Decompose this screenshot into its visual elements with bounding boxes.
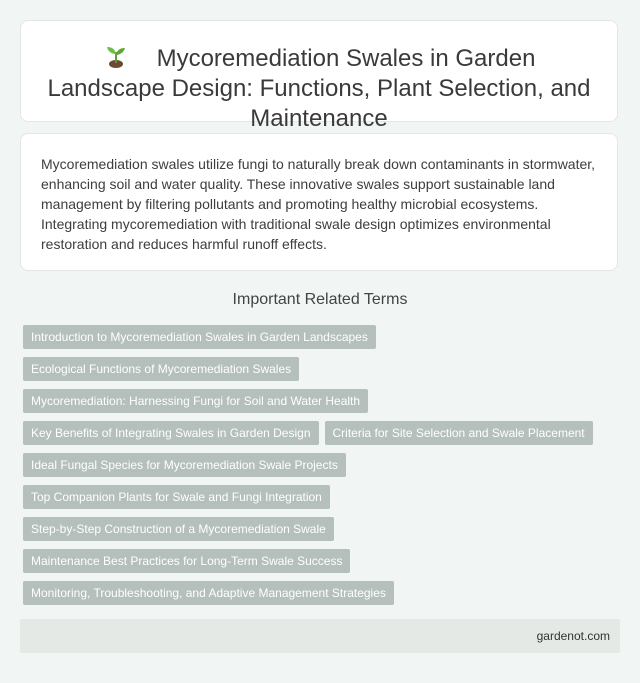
related-term-tag[interactable]: Ideal Fungal Species for Mycoremediation Swale Projects xyxy=(23,453,346,477)
page-title-text: Mycoremediation Swales in Garden Landscape Design: Functions, Plant Selection, and Maintenance xyxy=(47,45,591,132)
related-term-tag[interactable]: Mycoremediation: Harnessing Fungi for Soil and Water Health xyxy=(23,389,368,413)
summary-card xyxy=(20,133,618,271)
related-term-tag[interactable]: Key Benefits of Integrating Swales in Garden Design xyxy=(23,421,319,445)
related-term-tag[interactable]: Ecological Functions of Mycoremediation Swales xyxy=(23,357,299,381)
related-term-tag[interactable]: Introduction to Mycoremediation Swales in Garden Landscapes xyxy=(23,325,376,349)
related-term-tag[interactable]: Monitoring, Troubleshooting, and Adaptive Management Strategies xyxy=(23,581,394,605)
related-terms-list xyxy=(23,325,623,613)
related-terms-heading: Important Related Terms xyxy=(232,291,408,308)
related-term-tag[interactable]: Top Companion Plants for Swale and Fungi Integration xyxy=(23,485,330,509)
page-title xyxy=(21,21,617,134)
related-term-tag[interactable]: Step-by-Step Construction of a Mycoremediation Swale xyxy=(23,517,334,541)
related-term-tag[interactable]: Criteria for Site Selection and Swale Placement xyxy=(325,421,593,445)
seedling-icon xyxy=(103,43,129,69)
footer-site-link[interactable]: gardenot.com xyxy=(536,629,610,643)
footer xyxy=(20,619,620,653)
related-term-tag[interactable]: Maintenance Best Practices for Long-Term Swale Success xyxy=(23,549,350,573)
title-card xyxy=(20,20,618,132)
summary-text: Mycoremediation swales utilize fungi to naturally break down contaminants in stormwater, enhancing soil and water quality. These innovative swales support sustainable land management by filtering pollutants and promoting healthy microbial ecosystems. Integrating mycoremediation with traditional swale design optimizes environmental restoration and reduces harmful runoff effects. xyxy=(41,156,596,252)
